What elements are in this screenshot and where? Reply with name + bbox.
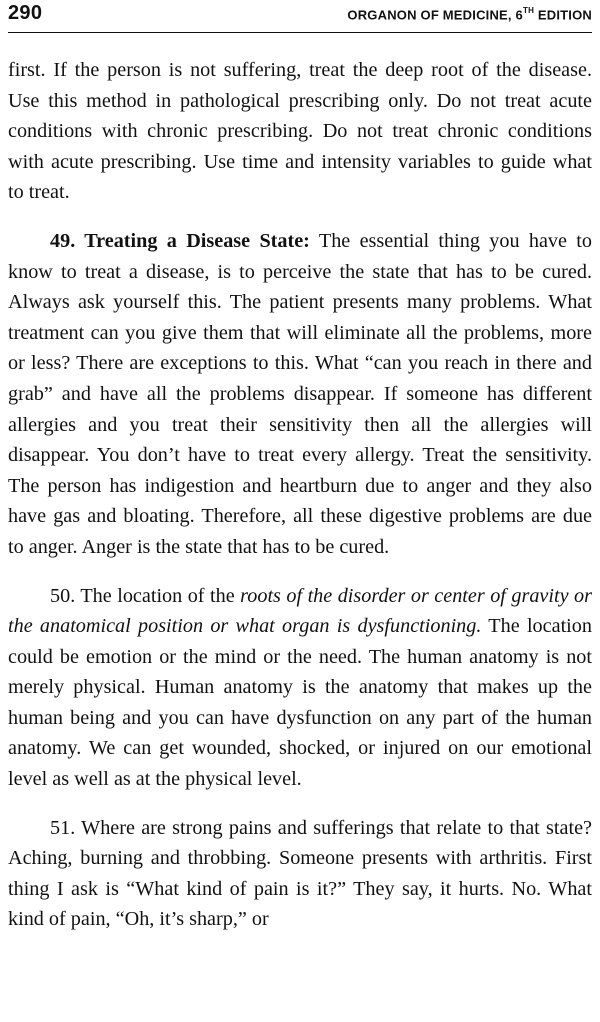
page-header xyxy=(8,0,592,33)
paragraph-49 xyxy=(8,226,592,563)
paragraph-text: 51. Where are strong pains and sufferings that relate to that state? Aching, burning and throbbing. Someone presents with arthritis. First thing I ask is “What kind of pain is it?” They say, it hurts. No. What kind of pain, “Oh, it’s sharp,” or xyxy=(8,816,592,931)
running-head xyxy=(347,7,592,22)
running-head-superscript: TH xyxy=(522,6,535,15)
paragraph-50 xyxy=(8,581,592,795)
paragraph-continued xyxy=(8,55,592,208)
paragraph-lead: 50. The location of the xyxy=(50,584,241,607)
page-number: 290 xyxy=(8,2,43,24)
running-head-edition: EDITION xyxy=(534,7,592,23)
running-head-title: ORGANON OF MEDICINE, 6 xyxy=(347,7,523,23)
paragraph-51 xyxy=(8,813,592,935)
italic-emphasis: roots of the disorder or center of gravity or the anatomical position or what organ is dysfunctioning. xyxy=(8,584,592,638)
paragraph-text: The location could be emotion or the mind or the need. The human anatomy is not merely physical. Human anatomy is the anatomy that makes up the human being and you can have dysfunction on any part of the human anatomy. We can get wounded, shocked, or injured on our emotional level as well as at the physical level. xyxy=(8,615,592,791)
section-heading-49: 49. Treating a Disease State: xyxy=(50,229,310,252)
page-body xyxy=(8,55,592,953)
paragraph-text: first. If the person is not suffering, treat the deep root of the disease. Use this method in pathological prescribing only. Do not treat acute conditions with chronic prescribing. Do not treat chronic conditions with acute prescribing. Use time and intensity variables to guide what to treat. xyxy=(8,59,592,204)
paragraph-text: The essential thing you have to know to treat a disease, is to perceive the state that has to be cured. Always ask yourself this. The patient presents many problems. What treatment can you give them that will eliminate all the problems, more or less? There are exceptions to this. What “can you reach in there and grab” and have all the problems disappear. If someone has different allergies and you treat their sensitivity then all the allergies will disappear. You don’t have to treat every allergy. Treat the sensitivity. The person has indigestion and heartburn due to anger and they also have gas and bloating. Therefore, all these digestive problems are due to anger. Anger is the state that has to be cured. xyxy=(8,229,592,558)
